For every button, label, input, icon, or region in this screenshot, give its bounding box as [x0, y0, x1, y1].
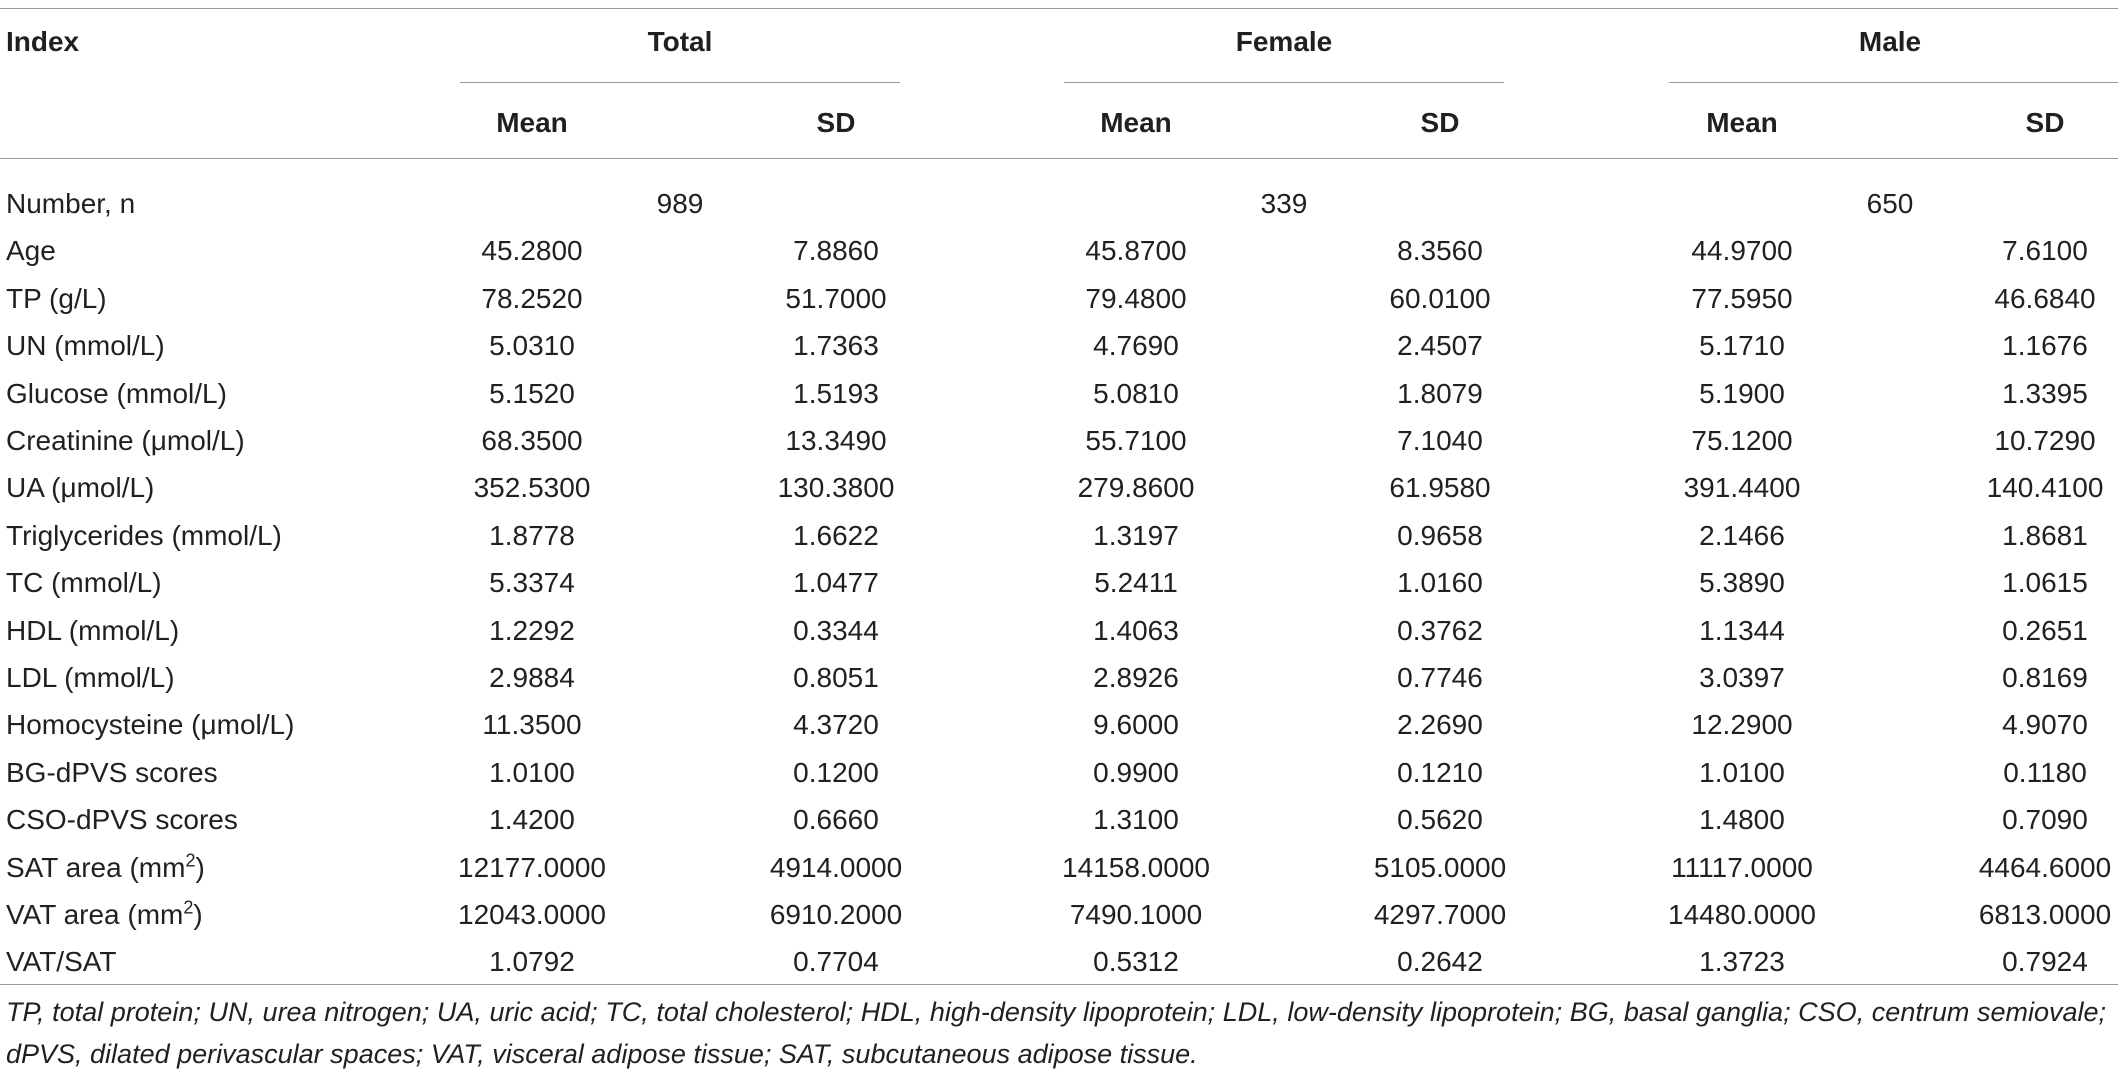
mean-cell: 2.9884 [489, 662, 575, 693]
header-female-sd: SD [1420, 107, 1460, 138]
mean-cell: 4.7690 [1093, 330, 1179, 362]
sd-cell: 0.2651 [2002, 614, 2088, 646]
table-row [0, 275, 2118, 322]
header-male-sd: SD [2025, 107, 2065, 138]
sd-cell: 1.8079 [1397, 377, 1483, 409]
mean-cell: 2.1466 [1699, 519, 1785, 551]
mean-cell: 78.2520 [481, 282, 583, 314]
sd-cell: 0.3762 [1397, 614, 1483, 646]
merged-cell: 339 [1260, 188, 1308, 219]
mean-cell: 45.2800 [481, 235, 583, 267]
table-row [0, 180, 2118, 227]
row-label [6, 275, 107, 322]
row-label [6, 417, 245, 464]
sd-cell: 1.0615 [2002, 567, 2088, 599]
sd-cell: 4464.6000 [1978, 851, 2112, 883]
mean-cell: 1.3197 [1093, 519, 1179, 551]
row-label-text: Glucose (mmol/L) [6, 377, 227, 409]
mean-cell: 7490.1000 [1069, 899, 1203, 930]
sd-cell: 4914.0000 [769, 851, 903, 883]
mean-cell: 68.3500 [481, 425, 583, 456]
mean-cell: 14480.0000 [1668, 899, 1816, 930]
row-label [6, 370, 227, 417]
mean-cell: 5.0310 [489, 330, 575, 362]
row-label-text: CSO-dPVS scores [6, 804, 238, 836]
mean-cell: 1.0792 [489, 946, 575, 978]
table-row [0, 938, 2118, 985]
sd-cell: 0.8169 [2002, 662, 2088, 693]
sd-cell: 61.9580 [1389, 472, 1491, 504]
mean-cell: 1.0100 [489, 756, 575, 788]
table-row [0, 891, 2118, 938]
sd-cell: 10.7290 [1994, 425, 2096, 456]
mean-cell: 1.2292 [489, 614, 575, 646]
row-label-text: LDL (mmol/L) [6, 662, 175, 693]
sd-cell: 0.2642 [1397, 946, 1483, 978]
sd-cell: 0.7746 [1397, 662, 1483, 693]
header-index: Index [6, 26, 80, 57]
row-label-text: UA (μmol/L) [6, 472, 155, 504]
mean-cell: 1.4200 [489, 804, 575, 836]
table-row [0, 796, 2118, 843]
row-label [6, 227, 56, 274]
table-row [0, 464, 2118, 511]
row-label-suffix: ) [193, 899, 203, 930]
row-label [6, 180, 135, 227]
mean-cell: 1.4800 [1699, 804, 1785, 836]
header-group-female: Female [1235, 26, 1333, 57]
sd-cell: 13.3490 [785, 425, 887, 456]
table-row [0, 701, 2118, 748]
sd-cell: 51.7000 [785, 282, 887, 314]
mean-cell: 14158.0000 [1062, 851, 1210, 883]
sd-cell: 4297.7000 [1373, 899, 1507, 930]
merged-cell: 650 [1866, 188, 1914, 219]
sd-cell: 0.7924 [2002, 946, 2088, 978]
sd-cell: 0.7090 [2002, 804, 2088, 836]
mean-cell: 1.1344 [1699, 614, 1785, 646]
mean-cell: 1.3723 [1699, 946, 1785, 978]
row-label [6, 891, 203, 938]
mean-cell: 2.8926 [1093, 662, 1179, 693]
mean-cell: 11117.0000 [1671, 851, 1813, 883]
sd-cell: 8.3560 [1397, 235, 1483, 267]
table-row [0, 512, 2118, 559]
sd-cell: 7.1040 [1397, 425, 1483, 456]
row-label-text: Creatinine (μmol/L) [6, 425, 245, 456]
row-label [6, 701, 294, 748]
table-footnote: TP, total protein; UN, urea nitrogen; UA, uric acid; TC, total cholesterol; HDL, high-density lipoprotein; LDL, low-density lipoprotein; BG, basal ganglia; CSO, centrum semiovale; dPVS, dilated perivascular spaces; VAT, visceral adipose tissue; SAT, subcutaneous adipose tissue. [6, 997, 2106, 1069]
sd-cell: 0.6660 [793, 804, 879, 836]
mean-cell: 1.4063 [1093, 614, 1179, 646]
sd-cell: 60.0100 [1389, 282, 1491, 314]
row-label-text: VAT area (mm [6, 899, 184, 930]
header-rule [0, 158, 2118, 159]
row-label-text: Homocysteine (μmol/L) [6, 709, 295, 741]
sd-cell: 1.0477 [793, 567, 879, 599]
mean-cell: 3.0397 [1699, 662, 1785, 693]
header-female-mean: Mean [1100, 107, 1172, 138]
sd-cell: 1.7363 [793, 330, 879, 362]
row-label-text: Number, n [6, 188, 136, 219]
table-row [0, 607, 2118, 654]
mean-cell: 55.7100 [1085, 425, 1187, 456]
mean-cell: 279.8600 [1077, 472, 1195, 504]
sd-cell: 46.6840 [1994, 282, 2096, 314]
sd-cell: 6813.0000 [1978, 899, 2112, 930]
table-bottom-rule [0, 984, 2118, 985]
row-label-sup: 2 [185, 850, 196, 871]
row-label [6, 844, 205, 891]
table-row [0, 322, 2118, 369]
sd-cell: 0.5620 [1397, 804, 1483, 836]
row-label-text: TC (mmol/L) [6, 567, 162, 599]
group-rule-male [1669, 82, 2118, 83]
row-label-sup: 2 [183, 897, 194, 918]
row-label-text: SAT area (mm [6, 851, 186, 883]
sd-cell: 0.1200 [793, 756, 879, 788]
mean-cell: 5.2411 [1094, 567, 1178, 599]
mean-cell: 12.2900 [1691, 709, 1793, 741]
group-rule-female [1064, 82, 1504, 83]
row-label-text: HDL (mmol/L) [6, 614, 180, 646]
row-label-text: BG-dPVS scores [6, 756, 218, 788]
mean-cell: 77.5950 [1691, 282, 1793, 314]
sd-cell: 2.2690 [1397, 709, 1483, 741]
header-total-mean: Mean [496, 107, 568, 138]
sd-cell: 0.7704 [793, 946, 879, 978]
mean-cell: 45.8700 [1085, 235, 1187, 267]
row-label-text: Triglycerides (mmol/L) [6, 519, 282, 551]
row-label [6, 464, 154, 511]
sd-cell: 0.1210 [1397, 756, 1483, 788]
row-label-text: Age [6, 235, 56, 267]
row-label [6, 322, 165, 369]
sd-cell: 2.4507 [1397, 330, 1483, 362]
sd-cell: 7.6100 [2002, 235, 2088, 267]
table-row [0, 370, 2118, 417]
mean-cell: 0.5312 [1093, 946, 1179, 978]
sd-cell: 5105.0000 [1373, 851, 1507, 883]
mean-cell: 352.5300 [473, 472, 591, 504]
sd-cell: 7.8860 [793, 235, 879, 267]
row-label [6, 654, 175, 701]
sd-cell: 4.3720 [793, 709, 879, 741]
table-row [0, 844, 2118, 891]
table-row [0, 559, 2118, 606]
sd-cell: 0.9658 [1397, 519, 1483, 551]
row-label [6, 607, 179, 654]
header-group-total: Total [647, 26, 713, 57]
header-total-sd: SD [816, 107, 856, 138]
sd-cell: 0.3344 [793, 614, 879, 646]
sd-cell: 1.8681 [2002, 519, 2088, 551]
mean-cell: 12043.0000 [458, 899, 606, 930]
mean-cell: 5.3890 [1699, 567, 1785, 599]
row-label [6, 749, 218, 796]
mean-cell: 391.4400 [1683, 472, 1801, 504]
row-label-text: UN (mmol/L) [6, 330, 165, 362]
mean-cell: 79.4800 [1085, 282, 1187, 314]
table-row [0, 749, 2118, 796]
row-label [6, 796, 238, 843]
mean-cell: 0.9900 [1093, 756, 1179, 788]
mean-cell: 12177.0000 [458, 851, 606, 883]
sd-cell: 0.8051 [793, 662, 879, 693]
mean-cell: 9.6000 [1093, 709, 1179, 741]
mean-cell: 75.1200 [1691, 425, 1793, 456]
sd-cell: 1.5193 [793, 377, 879, 409]
sd-cell: 1.6622 [793, 519, 879, 551]
sd-cell: 1.0160 [1397, 567, 1483, 599]
sd-cell: 130.3800 [777, 472, 895, 504]
group-rule-total [460, 82, 900, 83]
merged-cell: 989 [656, 188, 704, 219]
sd-cell: 0.1180 [2003, 756, 2087, 788]
mean-cell: 5.1710 [1699, 330, 1785, 362]
mean-cell: 44.9700 [1691, 235, 1793, 267]
sd-cell: 6910.2000 [769, 899, 903, 930]
sd-cell: 4.9070 [2002, 709, 2088, 741]
table-row [0, 417, 2118, 464]
table-row [0, 227, 2118, 274]
mean-cell: 5.3374 [489, 567, 575, 599]
mean-cell: 5.0810 [1093, 377, 1179, 409]
sd-cell: 1.3395 [2002, 377, 2088, 409]
mean-cell: 1.8778 [489, 519, 575, 551]
row-label [6, 938, 116, 985]
row-label-text: TP (g/L) [6, 282, 107, 314]
sd-cell: 140.4100 [1986, 472, 2104, 504]
header-male-mean: Mean [1706, 107, 1778, 138]
row-label-text: VAT/SAT [6, 946, 117, 978]
header-group-male: Male [1858, 26, 1922, 57]
table-row [0, 654, 2118, 701]
mean-cell: 5.1520 [489, 377, 575, 409]
row-label-suffix: ) [195, 851, 205, 883]
table-top-rule [0, 8, 2118, 9]
row-label [6, 559, 162, 606]
row-label [6, 512, 282, 559]
mean-cell: 1.0100 [1699, 756, 1785, 788]
mean-cell: 1.3100 [1093, 804, 1179, 836]
sd-cell: 1.1676 [2002, 330, 2088, 362]
mean-cell: 11.3500 [482, 709, 582, 741]
mean-cell: 5.1900 [1699, 377, 1785, 409]
